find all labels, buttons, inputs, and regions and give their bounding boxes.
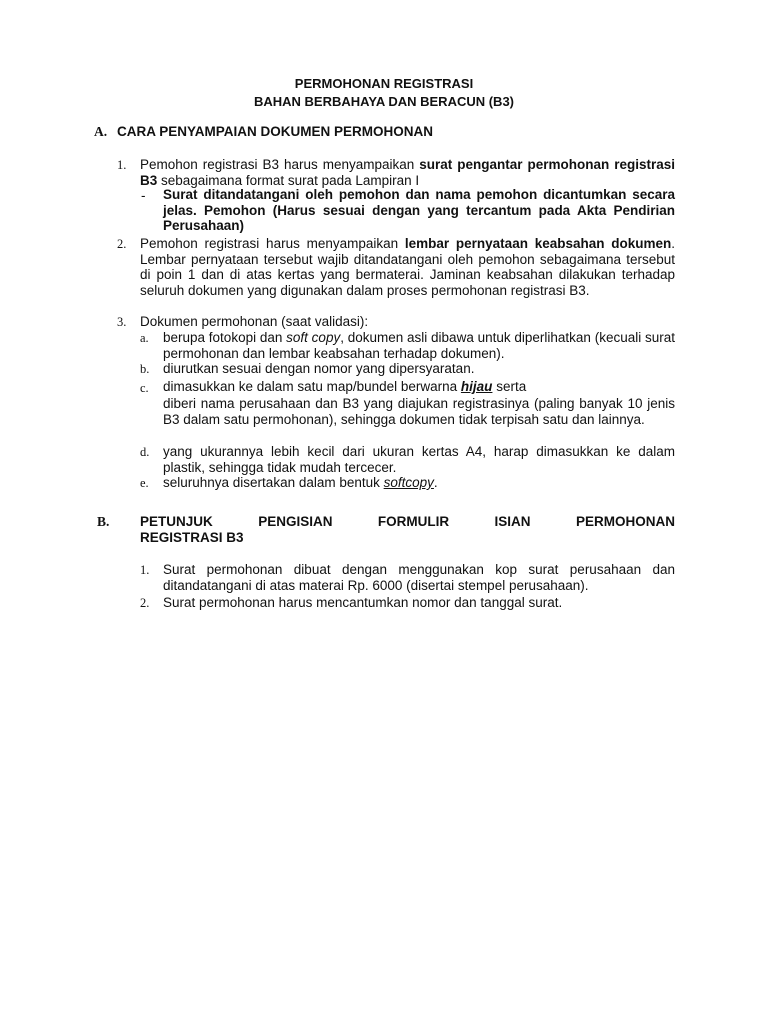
section-b-heading-line2: REGISTRASI B3 bbox=[140, 530, 244, 545]
section-b-heading: PETUNJUK PENGISIAN FORMULIR ISIAN PERMOHONAN bbox=[140, 514, 675, 529]
list-letter: b. bbox=[140, 362, 150, 376]
list-number: 1. bbox=[117, 158, 127, 172]
section-a-marker: A. bbox=[94, 124, 108, 139]
list-subitem: berupa fotokopi dan soft copy, dokumen asli dibawa untuk diperlihatkan (kecuali surat permohonan dan lembar keabsahan terhadap dokumen). bbox=[163, 330, 675, 361]
document-title-line1: PERMOHONAN REGISTRASI bbox=[294, 76, 474, 91]
list-letter: a. bbox=[140, 331, 149, 345]
list-item: Pemohon registrasi harus menyampaikan lembar pernyataan keabsahan dokumen. Lembar pernyataan tersebut wajib ditandatangani oleh pemohon sebagaimana tersebut di poin 1 dan di atas kertas yang bermaterai. Jaminan keabsahan dilakukan terhadap seluruh dokumen yang digunakan dalam proses permohonan registrasi B3. bbox=[140, 236, 676, 298]
list-letter: c. bbox=[140, 381, 149, 395]
list-subitem: seluruhnya disertakan dalam bentuk softcopy. bbox=[163, 475, 438, 490]
list-number: 1. bbox=[140, 563, 150, 577]
list-letter: e. bbox=[140, 476, 149, 490]
list-item: Surat permohonan dibuat dengan menggunakan kop surat perusahaan dan ditandatangani di atas materai Rp. 6000 (disertai stempel perusahaan). bbox=[163, 562, 675, 593]
list-subitem-continuation: diberi nama perusahaan dan B3 yang diajukan registrasinya (paling banyak 10 jenis B3 dalam satu permohonan), sehingga dokumen tidak terpisah satu dan lainnya. bbox=[163, 396, 675, 427]
list-letter: d. bbox=[140, 445, 150, 459]
list-number: 3. bbox=[117, 315, 127, 329]
list-subitem: yang ukurannya lebih kecil dari ukuran kertas A4, harap dimasukkan ke dalam plastik, sehingga tidak mudah tercecer. bbox=[163, 444, 675, 475]
list-item: Dokumen permohonan (saat validasi): bbox=[140, 314, 369, 329]
document-title-line2: BAHAN BERBAHAYA DAN BERACUN (B3) bbox=[253, 94, 515, 109]
list-subitem: diurutkan sesuai dengan nomor yang dipersyaratan. bbox=[163, 361, 475, 376]
list-dash: - bbox=[141, 188, 146, 203]
list-item: Pemohon registrasi B3 harus menyampaikan surat pengantar permohonan registrasi B3 sebagaimana format surat pada Lampiran I bbox=[140, 157, 675, 188]
list-subitem: dimasukkan ke dalam satu map/bundel berwarna hijau serta bbox=[163, 379, 527, 394]
list-subitem: Surat ditandatangani oleh pemohon dan nama pemohon dicantumkan secara jelas. Pemohon (Harus sesuai dengan yang tercantum pada Akta Pendirian Perusahaan) bbox=[163, 187, 675, 233]
section-b-marker: B. bbox=[97, 514, 110, 529]
list-number: 2. bbox=[140, 596, 150, 610]
list-item: Surat permohonan harus mencantumkan nomor dan tanggal surat. bbox=[163, 595, 563, 610]
list-number: 2. bbox=[117, 237, 127, 251]
section-a-heading: CARA PENYAMPAIAN DOKUMEN PERMOHONAN bbox=[117, 124, 434, 139]
